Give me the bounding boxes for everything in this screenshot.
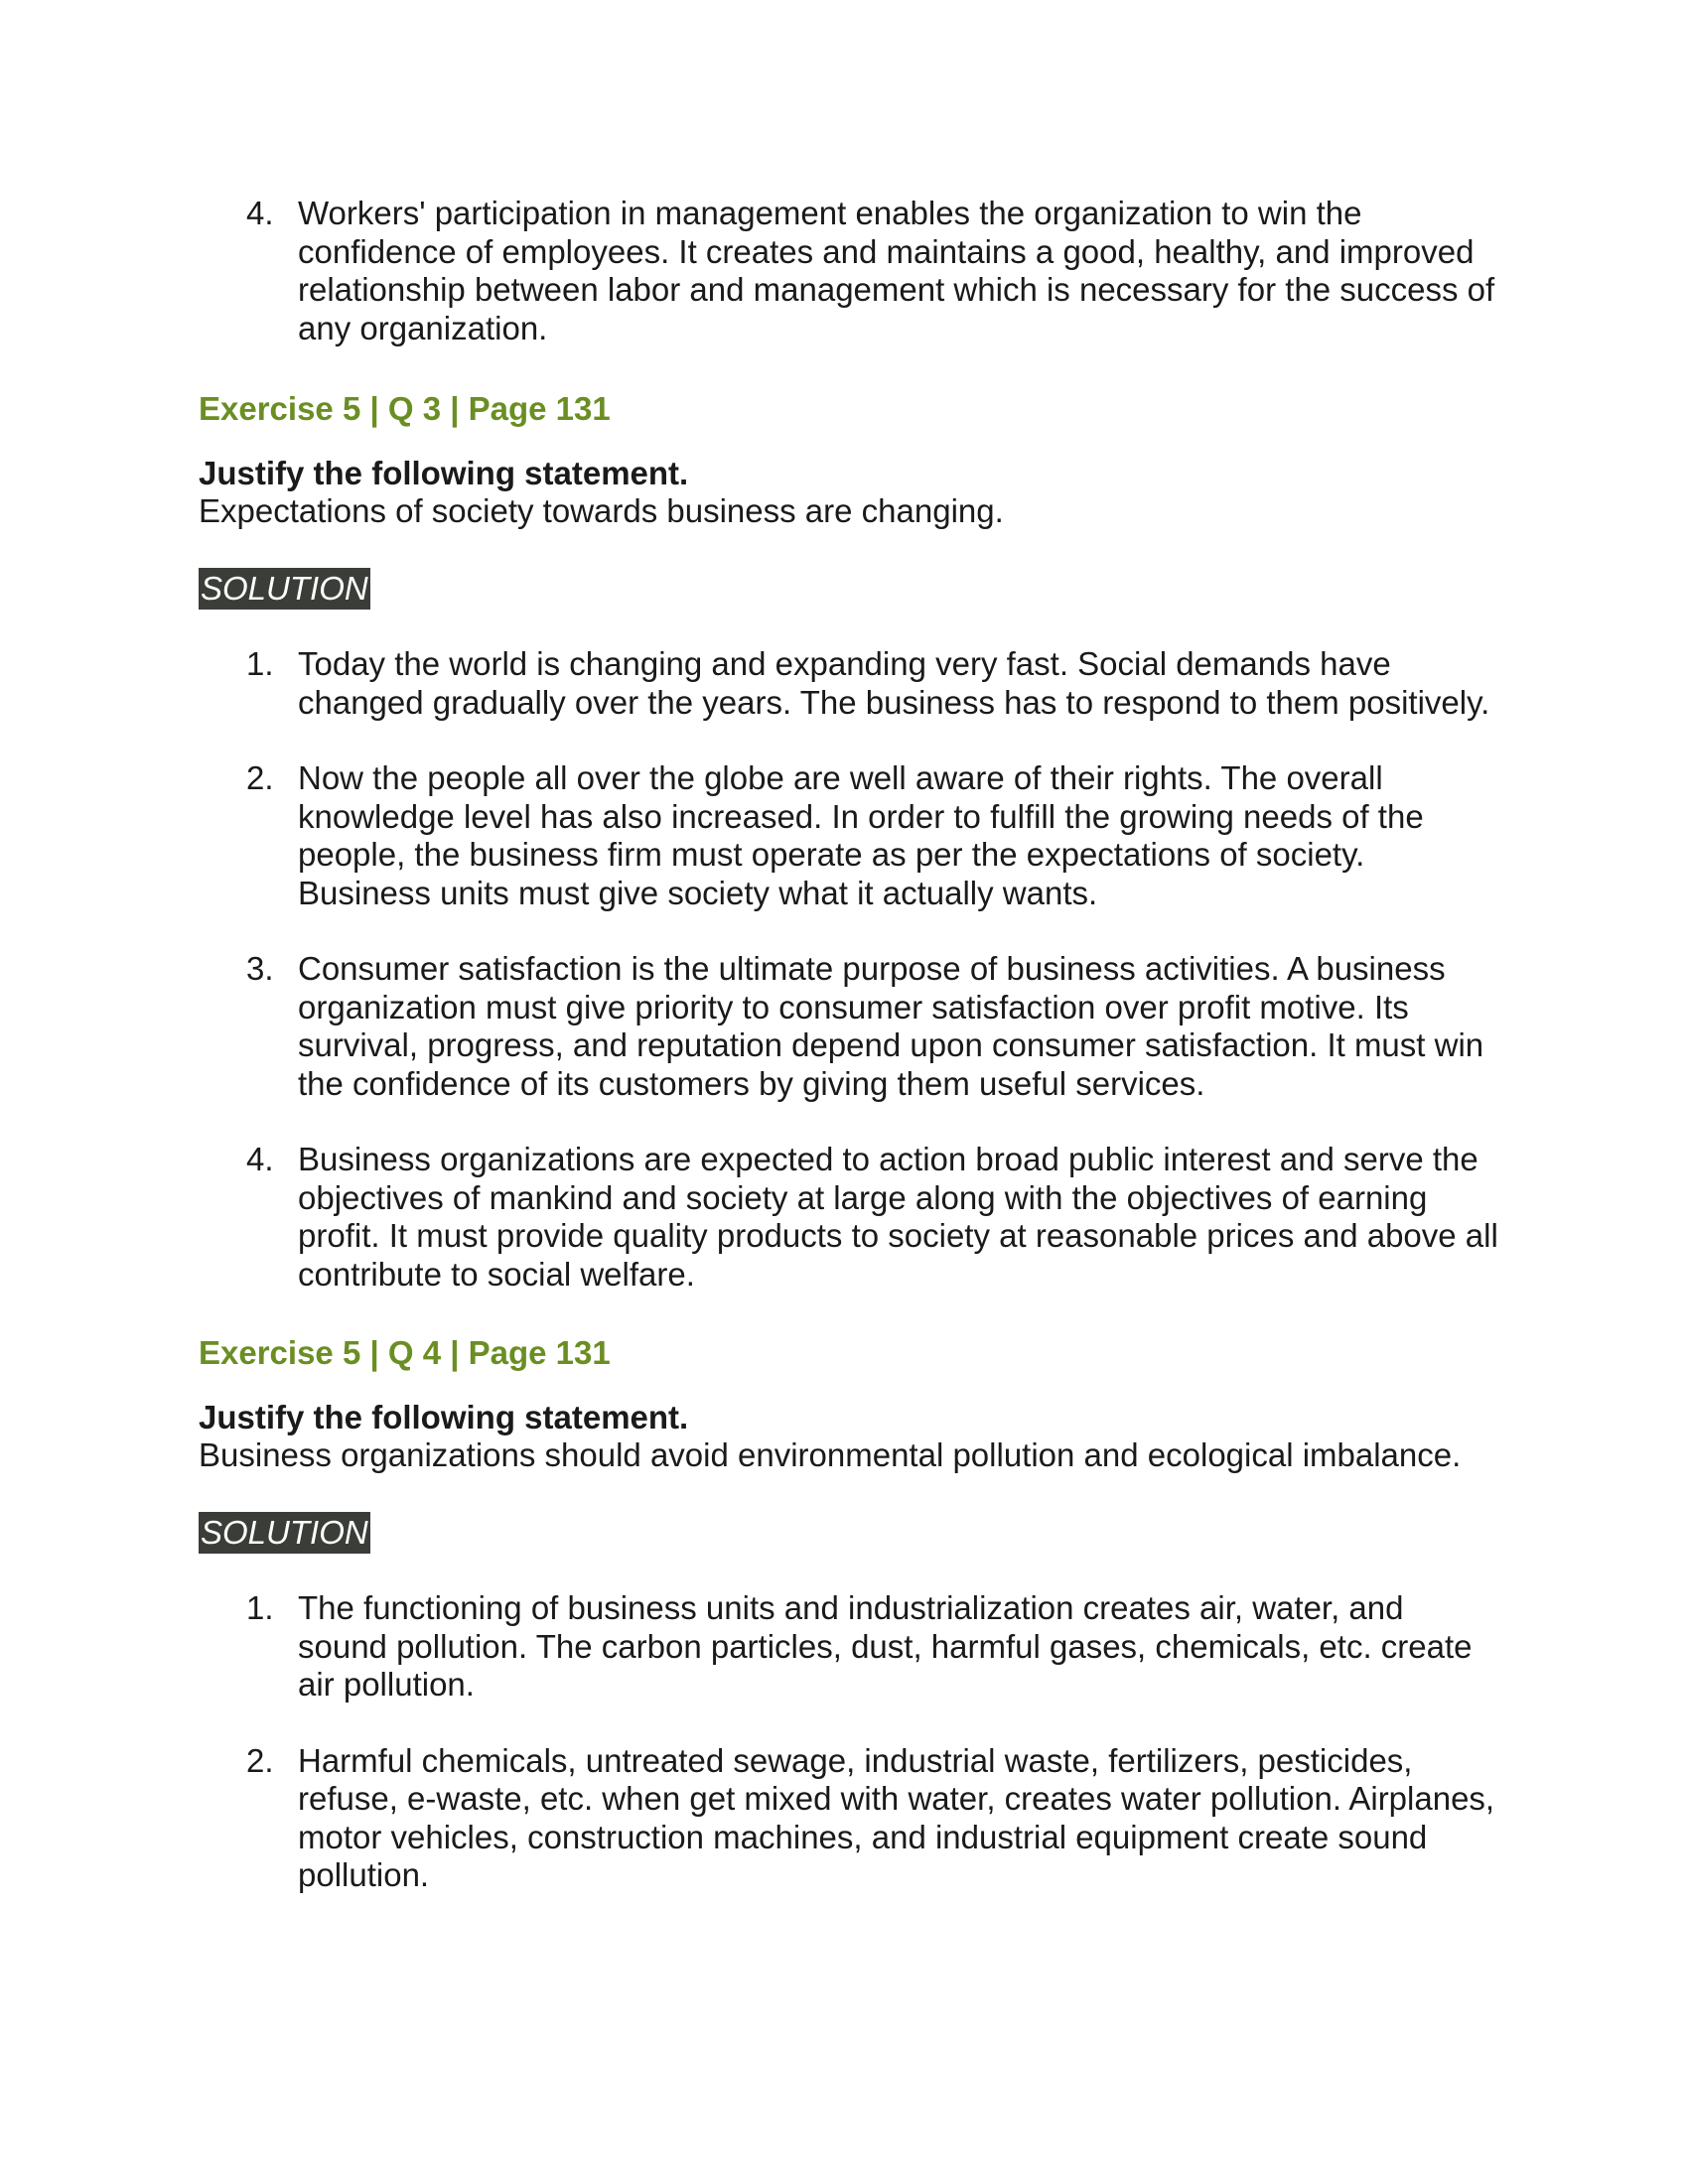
list-item-number: 4.: [246, 1141, 274, 1177]
exercise-heading: Exercise 5 | Q 4 | Page 131: [199, 1334, 611, 1371]
list-item-text: The functioning of business units and industrialization creates air, water, and sound pollution. The carbon particles, dust, harmful gases, chemicals, etc. create air pollution.: [298, 1589, 1473, 1703]
list-item-text: Now the people all over the globe are well aware of their rights. The overall knowledge level has also increased. In order to fulfill the growing needs of the people, the business firm must operate as per the expectations of society. Business units must give society what it actually wants.: [298, 759, 1424, 911]
list-item-text: Harmful chemicals, untreated sewage, industrial waste, fertilizers, pesticides, refuse, e-waste, etc. when get mixed with water, creates water pollution. Airplanes, motor vehicles, construction machines, and industrial equipment create sound pollution.: [298, 1741, 1495, 1893]
list-item: [246, 759, 1499, 912]
exercise-q4: [199, 1333, 1499, 1895]
list-item-text: Workers' participation in management enables the organization to win the confidence of employees. It creates and maintains a good, healthy, and improved relationship between labor and management which is necessary for the success of any organization.: [298, 195, 1495, 346]
list-item: [246, 1742, 1499, 1895]
list-item-text: Today the world is changing and expanding very fast. Social demands have changed gradually over the years. The business has to respond to them positively.: [298, 645, 1490, 721]
list-item-number: 4.: [246, 195, 274, 231]
question-statement: Expectations of society towards business are changing.: [199, 492, 1004, 529]
list-item-number: 2.: [246, 759, 274, 796]
list-item-number: 3.: [246, 950, 274, 987]
list-item-text: Business organizations are expected to action broad public interest and serve the objectives of mankind and society at large along with the objectives of earning profit. It must provide quality products to society at reasonable prices and above all contribute to social welfare.: [298, 1141, 1498, 1293]
list-item: [246, 950, 1499, 1103]
solution-label: SOLUTION: [199, 1512, 370, 1554]
list-item-number: 1.: [246, 1589, 274, 1626]
question-title: Justify the following statement.: [199, 1399, 689, 1435]
exercise-heading: Exercise 5 | Q 3 | Page 131: [199, 390, 611, 427]
list-item: [246, 1589, 1499, 1705]
question-title: Justify the following statement.: [199, 455, 689, 491]
list-item-text: Consumer satisfaction is the ultimate purpose of business activities. A business organization must give priority to consumer satisfaction over profit motive. Its survival, progress, and reputation depend upon consumer satisfaction. It must win the confidence of its customers by giving them useful services.: [298, 950, 1484, 1102]
list-item-number: 1.: [246, 645, 274, 682]
list-item-number: 2.: [246, 1741, 274, 1779]
list-item: [246, 645, 1499, 722]
page-content: [199, 195, 1499, 1895]
solution-list: [199, 645, 1499, 1294]
solution-label: SOLUTION: [199, 568, 370, 610]
list-item: [246, 195, 1499, 347]
exercise-q3: [199, 389, 1499, 1294]
continued-list: [199, 195, 1499, 347]
solution-list: [199, 1589, 1499, 1895]
list-item: [246, 1141, 1499, 1294]
question-statement: Business organizations should avoid environmental pollution and ecological imbalance.: [199, 1436, 1462, 1473]
